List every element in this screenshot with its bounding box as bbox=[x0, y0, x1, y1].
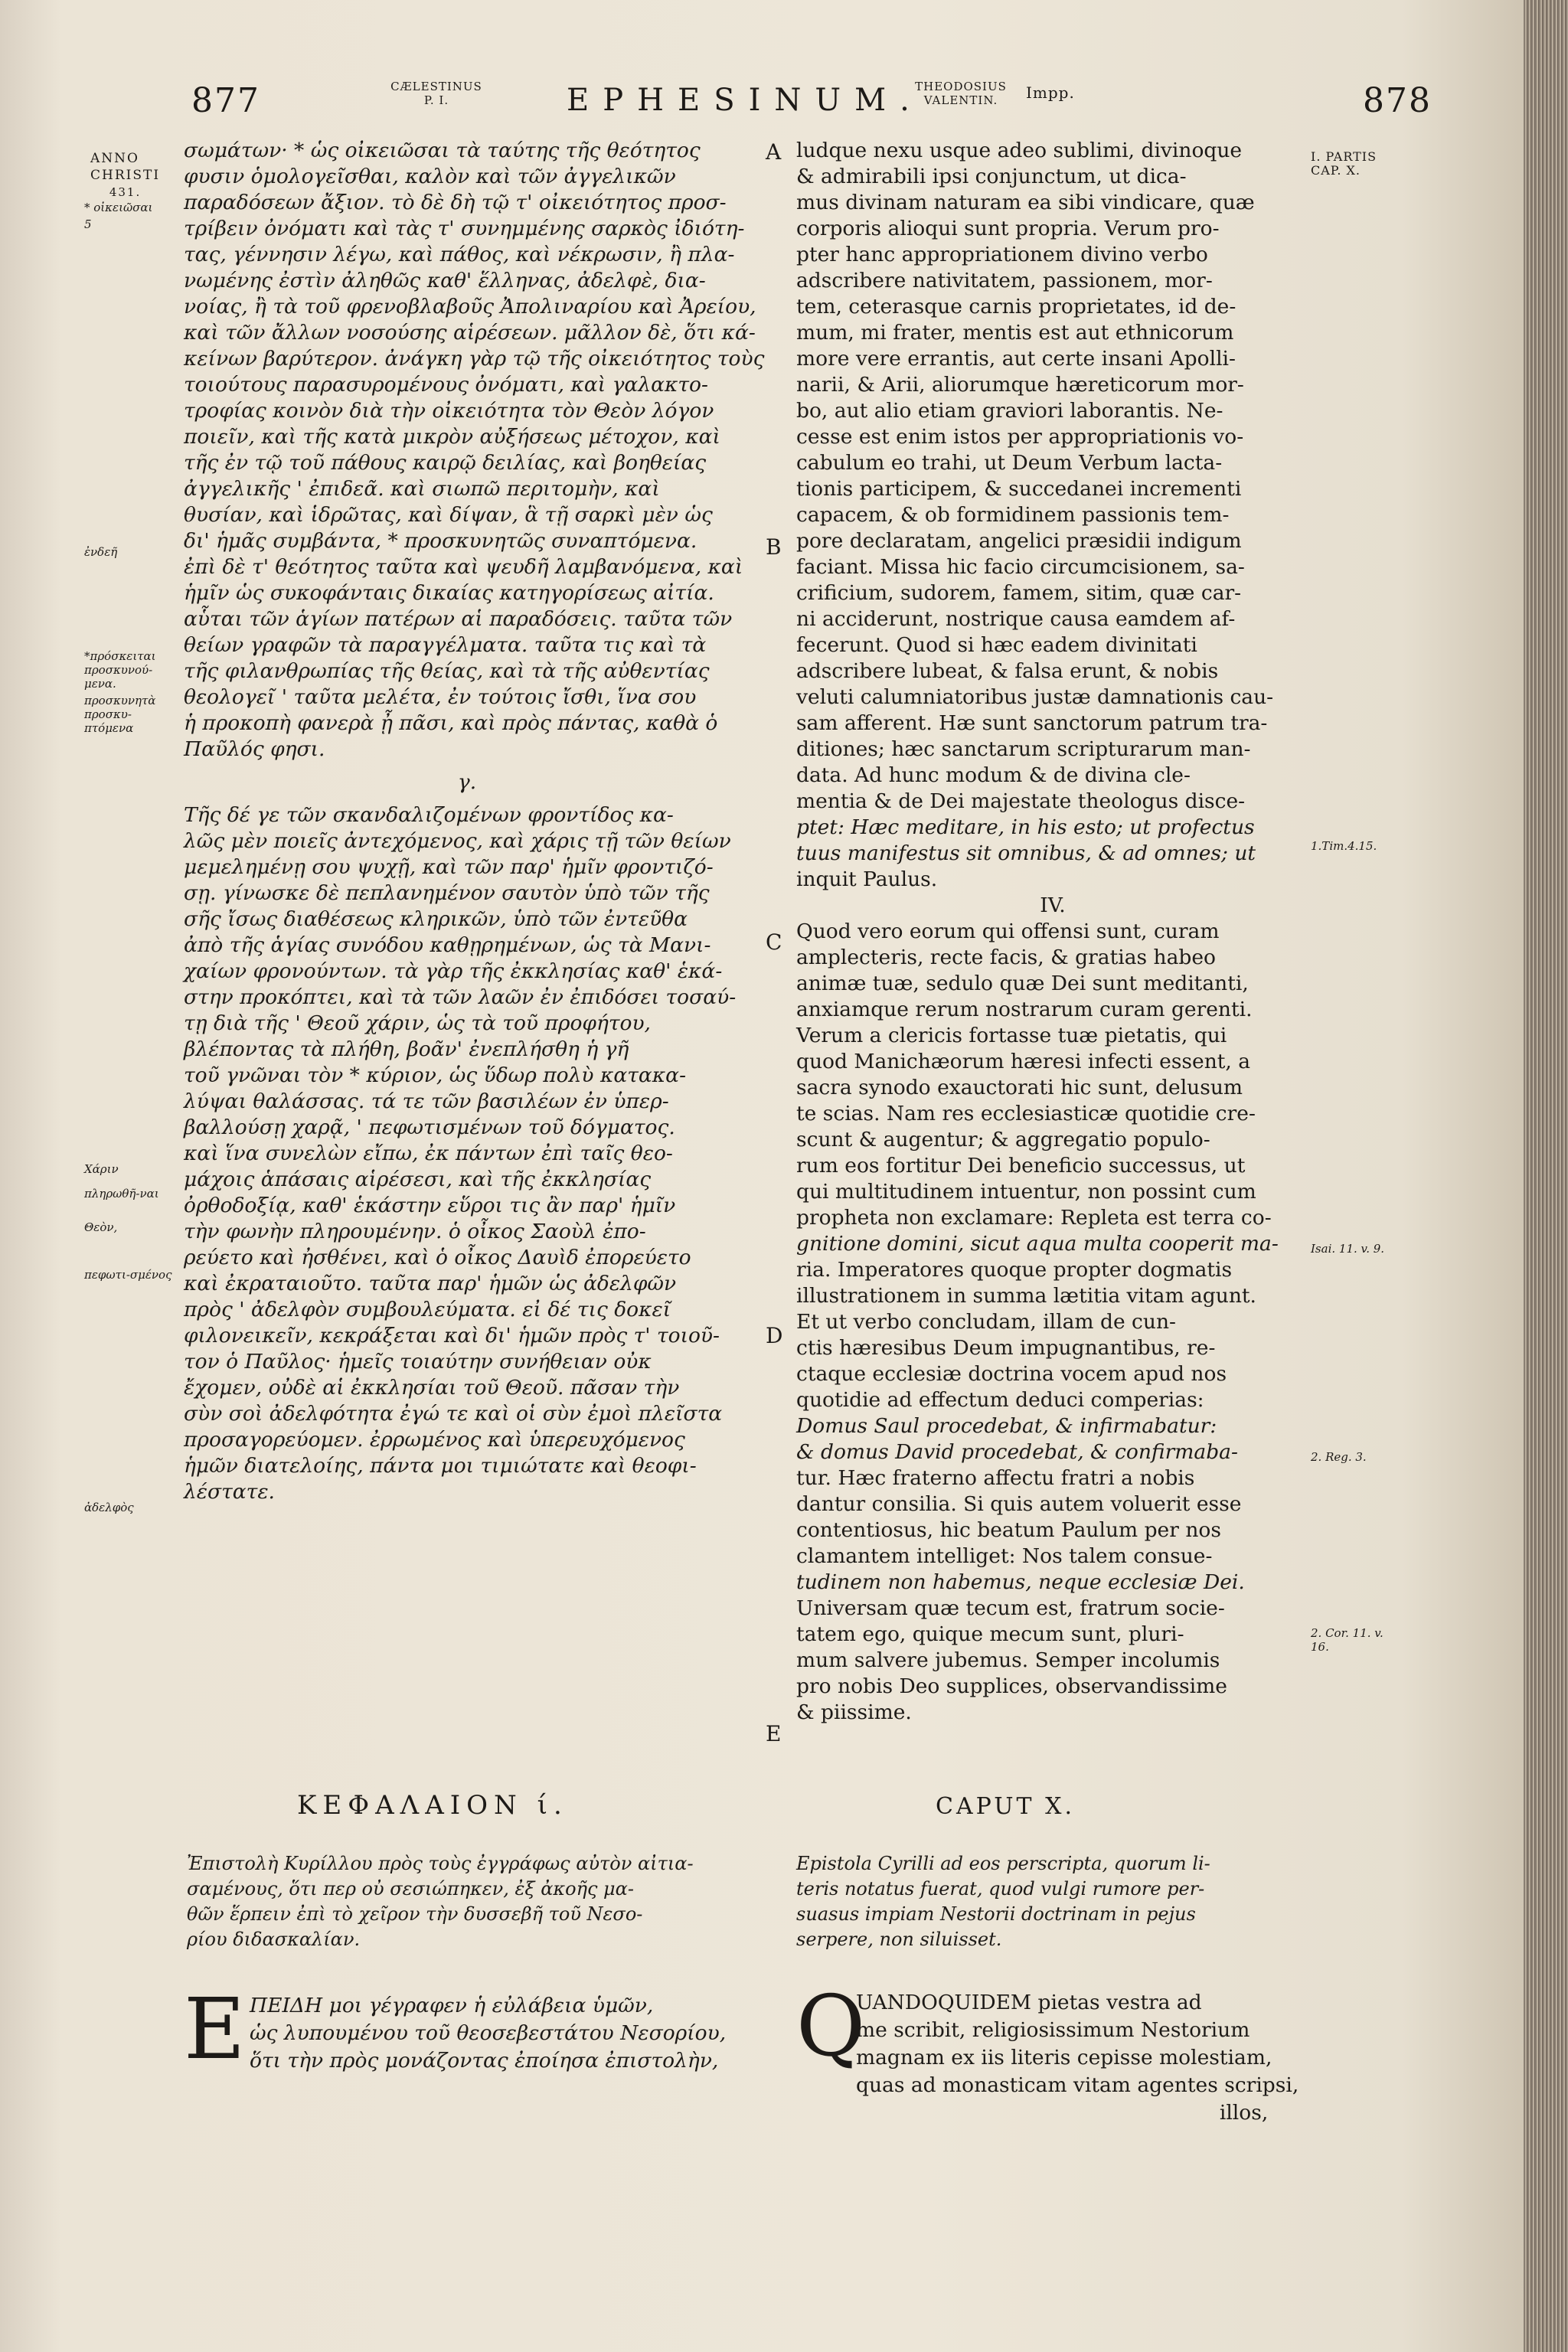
header-right-line2: VALENTIN. bbox=[923, 93, 998, 107]
text-line: σῃ. γίνωσκε δὲ πεπλανημένον σαυτὸν ὑπὸ τῶν τῆς bbox=[184, 881, 710, 905]
text-line: ΠΕΙΔΗ μοι γέγραφεν ἡ εὐλάβεια ὑμῶν, bbox=[250, 1994, 654, 2017]
margin-note: 2. Reg. 3. bbox=[1311, 1450, 1367, 1464]
page-edge bbox=[1524, 0, 1568, 2352]
margin-note: πεφωτι-σμένος bbox=[84, 1268, 172, 1282]
margin-note: προσκυνητὰ προσκυ-πτόμενα bbox=[84, 694, 156, 735]
header-left-label bbox=[383, 80, 490, 107]
section-marker: A bbox=[766, 139, 782, 165]
latin-part2 bbox=[796, 919, 1309, 1726]
text-line: ria. Imperatores quoque propter dogmatis bbox=[796, 1258, 1233, 1282]
margin-note: ἀδελφὸς bbox=[84, 1501, 134, 1514]
anno-label: ANNO bbox=[90, 151, 139, 166]
text-line: veluti calumniatoribus justæ damnationis cau- bbox=[796, 685, 1274, 709]
text-line: tatem ego, quique mecum sunt, pluri- bbox=[796, 1622, 1184, 1646]
text-line: Et ut verbo concludam, illam de cun- bbox=[796, 1310, 1176, 1334]
anno-christi bbox=[90, 150, 160, 201]
text-line: βλέποντας τὰ πλήθη, βοᾶν' ἐνεπλήσθη ἡ γῆ bbox=[184, 1037, 629, 1061]
text-line: χαίων φρονούντων. τὰ γὰρ τῆς ἐκκλησίας καθ' ἑκά- bbox=[184, 959, 723, 983]
text-line: narii, & Arii, aliorumque hæreticorum mor- bbox=[796, 373, 1244, 397]
text-line: ptet: Hæc meditare, in his esto; ut profectus bbox=[796, 815, 1255, 839]
text-line: capacem, & ob formidinem passionis tem- bbox=[796, 503, 1230, 527]
text-line: φιλονεικεῖν, κεκράξεται καὶ δι' ἡμῶν πρὸς τ' τοιοῦ- bbox=[184, 1324, 720, 1348]
right-page-number: 878 bbox=[1363, 81, 1432, 120]
text-line: pore declaratam, angelici præsidii indigum bbox=[796, 529, 1242, 553]
text-line: dantur consilia. Si quis autem voluerit esse bbox=[796, 1492, 1242, 1516]
text-line: serpere, non siluisset. bbox=[796, 1929, 1002, 1950]
text-line: ni acciderunt, nostrique causa eamdem af- bbox=[796, 607, 1236, 631]
header-left-line2: P. I. bbox=[423, 93, 449, 107]
text-line: mentia & de Dei majestate theologus disce- bbox=[796, 789, 1246, 813]
latin-drop-cap: Q bbox=[796, 1977, 866, 2075]
latin-column bbox=[796, 138, 1309, 1726]
text-line: ἀγγελικῆς ' ἐπιδεᾶ. καὶ σιωπῶ περιτομὴν, καὶ bbox=[184, 477, 660, 501]
margin-note: Χάριν bbox=[84, 1162, 119, 1176]
greek-part2 bbox=[184, 802, 750, 1505]
text-line: clamantem intelliget: Nos talem consue- bbox=[796, 1544, 1213, 1568]
header-right-suffix: Impp. bbox=[1026, 83, 1075, 102]
text-line: ἀπὸ τῆς ἁγίας συνόδου καθῃρημένων, ὡς τὰ Μανι- bbox=[184, 933, 711, 957]
left-page-number: 877 bbox=[191, 81, 260, 120]
text-line: θείων γραφῶν τὰ παραγγέλματα. ταῦτα τις καὶ τὰ bbox=[184, 633, 707, 657]
text-line: pro nobis Deo supplices, observandissime bbox=[796, 1674, 1227, 1698]
text-line: teris notatus fuerat, quod vulgi rumore per- bbox=[796, 1878, 1205, 1900]
margin-note: I. PARTIS CAP. X. bbox=[1311, 149, 1377, 178]
text-line: more vere errantis, aut certe insani Apolli- bbox=[796, 347, 1236, 371]
text-line: Domus Saul procedebat, & infirmabatur: bbox=[796, 1414, 1217, 1438]
text-line: faciant. Missa hic facio circumcisionem, sa- bbox=[796, 555, 1245, 579]
text-line: σῆς ἴσως διαθέσεως κληρικῶν, ὑπὸ τῶν ἐντεῦθα bbox=[184, 907, 688, 931]
text-line: sam afferent. Hæ sunt sanctorum patrum tra- bbox=[796, 711, 1268, 735]
text-line: UANDOQUIDEM pietas vestra ad bbox=[856, 1991, 1202, 2014]
text-line: scunt & augentur; & aggregatio populo- bbox=[796, 1128, 1210, 1152]
text-line: καὶ ἐκραταιοῦτο. ταῦτα παρ' ἡμῶν ὡς ἀδελφῶν bbox=[184, 1272, 677, 1295]
christi-label: CHRISTI bbox=[90, 168, 161, 183]
text-line: ctaque ecclesiæ doctrina vocem apud nos bbox=[796, 1362, 1227, 1386]
text-line: τὴν φωνὴν πληρουμένην. ὁ οἶκος Σαοὺλ ἐπο- bbox=[184, 1220, 646, 1243]
text-line: Universam quæ tecum est, fratrum socie- bbox=[796, 1596, 1225, 1620]
latin-opening-text bbox=[856, 1989, 1298, 2127]
text-line: ὡς λυπουμένου τοῦ θεοσεβεστάτου Νεσορίου, bbox=[250, 2021, 727, 2045]
text-line: qui multitudinem intuentur, non possint cum bbox=[796, 1180, 1256, 1204]
header-right-line1: THEODOSIUS bbox=[915, 80, 1007, 93]
text-line: tem, ceterasque carnis proprietates, id de- bbox=[796, 295, 1236, 318]
margin-note: πληρωθῆ-ναι bbox=[84, 1187, 159, 1200]
text-line: Παῦλός φησι. bbox=[184, 737, 325, 761]
header-right-label bbox=[903, 80, 1018, 107]
text-line: Verum a clericis fortasse tuæ pietatis, qui bbox=[796, 1024, 1227, 1047]
header-title: EPHESINUM. bbox=[567, 83, 923, 118]
text-line: ὅτι τὴν πρὸς μονάζοντας ἐποίησα ἐπιστολὴν, bbox=[250, 2049, 719, 2073]
text-line: me scribit, religiosissimum Nestorium bbox=[856, 2018, 1250, 2042]
text-line: quotidie ad effectum deduci comperias: bbox=[796, 1388, 1204, 1412]
text-line: στην προκόπτει, καὶ τὰ τῶν λαῶν ἐν ἐπιδόσει τοσαύ- bbox=[184, 985, 737, 1009]
text-line: Quod vero eorum qui offensi sunt, curam bbox=[796, 920, 1220, 943]
text-line: τοῦ γνῶναι τὸν * κύριον, ὡς ὕδωρ πολὺ κατακα- bbox=[184, 1063, 687, 1087]
text-line: ἔχομεν, οὐδὲ αἱ ἐκκλησίαι τοῦ Θεοῦ. πᾶσαν τὴν bbox=[184, 1376, 680, 1400]
text-line: ditiones; hæc sanctarum scripturarum man- bbox=[796, 737, 1251, 761]
section-marker: E bbox=[766, 1721, 782, 1746]
section-number: γ. bbox=[457, 770, 477, 794]
text-line: σαμένους, ὅτι περ οὐ σεσιώπηκεν, ἐξ ἀκοῆς μα- bbox=[187, 1878, 634, 1900]
margin-note: Isai. 11. v. 9. bbox=[1311, 1242, 1385, 1256]
margin-note: ἐνδεῆ bbox=[84, 545, 118, 559]
text-line: ρίου διδασκαλίαν. bbox=[187, 1929, 361, 1950]
text-line: corporis alioqui sunt propria. Verum pro- bbox=[796, 217, 1220, 240]
text-line: θεολογεῖ ' ταῦτα μελέτα, ἐν τούτοις ἴσθι, ἵνα σου bbox=[184, 685, 697, 709]
text-line: te scias. Nam res ecclesiasticæ quotidie cre- bbox=[796, 1102, 1256, 1125]
text-line: δι' ἡμᾶς συμβάντα, * προσκυνητῶς συναπτόμενα. bbox=[184, 529, 697, 553]
text-line: τρίβειν ὀνόματι καὶ τὰς τ' συνημμένης σαρκὸς ἰδιότη- bbox=[184, 217, 745, 240]
text-line: τοιούτους παρασυρομένους ὀνόματι, καὶ γαλακτο- bbox=[184, 373, 708, 397]
text-line: cabulum eo trahi, ut Deum Verbum lacta- bbox=[796, 451, 1223, 475]
text-line: sacra synodo exauctorati hic sunt, delusum bbox=[796, 1076, 1243, 1099]
greek-opening-text bbox=[250, 1992, 726, 2075]
catchword: illos, bbox=[1219, 2101, 1269, 2125]
text-line: gnitione domini, sicut aqua multa cooperit ma- bbox=[796, 1232, 1279, 1256]
text-line: quod Manichæorum hæresi infecti essent, a bbox=[796, 1050, 1251, 1073]
text-line: rum eos fortitur Dei beneficio successus, ut bbox=[796, 1154, 1246, 1178]
text-line: νοίας, ἢ τὰ τοῦ φρενοβλαβοῦς Ἀπολιναρίου καὶ Ἀρείου, bbox=[184, 295, 756, 318]
text-line: tionis participem, & succedanei incrementi bbox=[796, 477, 1242, 501]
text-line: amplecteris, recte facis, & gratias habeo bbox=[796, 946, 1216, 969]
text-line: θυσίαν, καὶ ἱδρῶτας, καὶ δίψαν, ἃ τῇ σαρκὶ μὲν ὡς bbox=[184, 503, 713, 527]
text-line: προσαγορεύομεν. ἐρρωμένος καὶ ὑπερευχόμενος bbox=[184, 1428, 685, 1452]
text-line: ποιεῖν, καὶ τῆς κατὰ μικρὸν αὐξήσεως μέτοχον, καὶ bbox=[184, 425, 720, 449]
text-line: magnam ex iis literis cepisse molestiam, bbox=[856, 2046, 1272, 2069]
text-line: λέστατε. bbox=[184, 1480, 275, 1504]
margin-note: * οἰκειῶσαι bbox=[84, 201, 153, 214]
text-line: ρεύετο καὶ ἠσθένει, καὶ ὁ οἶκος Δαυὶδ ἐπορεύετο bbox=[184, 1246, 691, 1269]
text-line: αὗται τῶν ἁγίων πατέρων αἱ παραδόσεις. ταῦτα τῶν bbox=[184, 607, 733, 631]
text-line: cesse est enim istos per appropriationis vo- bbox=[796, 425, 1244, 449]
text-line: & domus David procedebat, & confirmaba- bbox=[796, 1440, 1238, 1464]
text-line: κείνων βαρύτερον. ἀνάγκη γὰρ τῷ τῆς οἰκειότητος τοὺς bbox=[184, 347, 765, 371]
text-line: suasus impiam Nestorii doctrinam in pejus bbox=[796, 1903, 1196, 1925]
section-number: IV. bbox=[1040, 893, 1066, 917]
text-line: ὀρθοδοξίᾳ, καθ' ἑκάστην εὕροι τις ἂν παρ' ἡμῖν bbox=[184, 1194, 676, 1217]
text-line: data. Ad hunc modum & de divina cle- bbox=[796, 763, 1191, 787]
text-line: adscribere nativitatem, passionem, mor- bbox=[796, 269, 1213, 292]
year-label: 431. bbox=[109, 185, 142, 199]
text-line: bo, aut alio etiam graviori laborantis. Ne- bbox=[796, 399, 1223, 423]
section-marker: B bbox=[766, 534, 782, 560]
text-line: πρὸς ' ἀδελφὸν συμβουλεύματα. εἰ δέ τις δοκεῖ bbox=[184, 1298, 671, 1321]
greek-drop-cap: Ε bbox=[184, 1980, 246, 2078]
text-line: μάχοις ἁπάσαις αἱρέσεσι, καὶ τῆς ἐκκλησίας bbox=[184, 1168, 652, 1191]
header-left-line1: CÆLESTINUS bbox=[390, 80, 482, 93]
text-line: βαλλούσῃ χαρᾷ, ' πεφωτισμένων τοῦ δόγματος. bbox=[184, 1116, 675, 1139]
margin-note: 5 bbox=[84, 217, 92, 231]
text-line: Epistola Cyrilli ad eos perscripta, quorum li- bbox=[796, 1853, 1210, 1874]
running-header bbox=[184, 77, 1432, 130]
text-line: inquit Paulus. bbox=[796, 867, 938, 891]
text-line: tuus manifestus sit omnibus, & ad omnes; ut bbox=[796, 841, 1256, 865]
text-line: τον ὁ Παῦλος· ἡμεῖς τοιαύτην συνήθειαν οὐκ bbox=[184, 1350, 652, 1374]
text-line: & admirabili ipsi conjunctum, ut dica- bbox=[796, 165, 1187, 188]
text-line: & piissime. bbox=[796, 1700, 912, 1724]
text-line: θῶν ἕρπειν ἐπὶ τὸ χεῖρον τὴν δυσσεβῆ τοῦ Νεσο- bbox=[187, 1903, 643, 1925]
text-line: ludque nexu usque adeo sublimi, divinoque bbox=[796, 139, 1243, 162]
latin-chapter-summary bbox=[796, 1851, 1210, 1952]
greek-chapter-summary bbox=[187, 1851, 694, 1952]
text-line: animæ tuæ, sedulo quæ Dei sunt meditanti, bbox=[796, 972, 1249, 995]
margin-note: *πρόσκειται προσκυνού-μενα. bbox=[84, 649, 156, 691]
text-line: σὺν σοὶ ἀδελφότητα ἐγώ τε καὶ οἱ σὺν ἐμοὶ πλεῖστα bbox=[184, 1402, 723, 1426]
text-line: anxiamque rerum nostrarum curam gerenti. bbox=[796, 998, 1253, 1021]
margin-note: Θεὸν, bbox=[84, 1220, 118, 1234]
text-line: ctis hæresibus Deum impugnantibus, re- bbox=[796, 1336, 1216, 1360]
text-line: τῃ διὰ τῆς ' Θεοῦ χάριν, ὡς τὰ τοῦ προφήτου, bbox=[184, 1011, 651, 1035]
text-line: παραδόσεων ἄξιον. τὸ δὲ δὴ τῷ τ' οἰκειότητος προσ- bbox=[184, 191, 727, 214]
text-line: Ἐπιστολὴ Κυρίλλου πρὸς τοὺς ἐγγράφως αὐτὸν αἰτια- bbox=[187, 1853, 694, 1874]
text-line: quas ad monasticam vitam agentes scripsi, bbox=[856, 2073, 1299, 2097]
text-line: adscribere lubeat, & falsa erunt, & nobis bbox=[796, 659, 1219, 683]
text-line: mum, mi frater, mentis est aut ethnicorum bbox=[796, 321, 1234, 345]
text-line: ἡμῖν ὡς συκοφάνταις δικαίας κατηγορίσεως αἰτία. bbox=[184, 581, 714, 605]
text-line: Τῆς δέ γε τῶν σκανδαλιζομένων φροντίδος κα- bbox=[184, 803, 674, 827]
greek-column bbox=[184, 138, 765, 1505]
text-line: illustrationem in summa lætitia vitam agunt. bbox=[796, 1284, 1256, 1308]
margin-note: 1.Tim.4.15. bbox=[1311, 839, 1377, 853]
section-marker: D bbox=[766, 1323, 783, 1348]
text-line: τῆς φιλανθρωπίας τῆς θείας, καὶ τὰ τῆς αὐθεντίας bbox=[184, 659, 710, 683]
greek-chapter-heading: ΚΕΦΑΛΑΙΟΝ ί. bbox=[297, 1790, 568, 1821]
text-line: contentiosus, hic beatum Paulum per nos bbox=[796, 1518, 1221, 1542]
text-line: crificium, sudorem, famem, sitim, quæ car- bbox=[796, 581, 1242, 605]
margin-note: 2. Cor. 11. v. 16. bbox=[1311, 1626, 1383, 1654]
text-line: καὶ τῶν ἄλλων νοσούσης αἱρέσεων. μᾶλλον δὲ, ὅτι κά- bbox=[184, 321, 756, 345]
text-line: σωμάτων· * ὡς οἰκειῶσαι τὰ ταύτης τῆς θεότητος bbox=[184, 139, 701, 162]
latin-part1 bbox=[796, 138, 1309, 893]
section-marker: C bbox=[766, 929, 782, 955]
text-line: mus divinam naturam ea sibi vindicare, quæ bbox=[796, 191, 1255, 214]
text-line: tudinem non habemus, neque ecclesiæ Dei. bbox=[796, 1570, 1245, 1594]
text-line: λῶς μὲν ποιεῖς ἀντεχόμενος, καὶ χάρις τῇ τῶν θείων bbox=[184, 829, 731, 853]
text-line: λύψαι θαλάσσας. τά τε τῶν βασιλέων ἐν ὑπερ- bbox=[184, 1089, 669, 1113]
latin-chapter-heading: CAPUT X. bbox=[936, 1793, 1075, 1820]
text-line: μεμελημένῃ σου ψυχῇ, καὶ τῶν παρ' ἡμῖν φροντιζό- bbox=[184, 855, 714, 879]
text-line: mum salvere jubemus. Semper incolumis bbox=[796, 1648, 1220, 1672]
text-line: νωμένης ἐστὶν ἀληθῶς καθ' ἕλληνας, ἀδελφὲ, δια- bbox=[184, 269, 706, 292]
text-line: τας, γέννησιν λέγω, καὶ πάθος, καὶ νέκρωσιν, ἢ πλα- bbox=[184, 243, 735, 266]
text-line: propheta non exclamare: Repleta est terra co- bbox=[796, 1206, 1272, 1230]
text-line: φυσιν ὁμολογεῖσθαι, καλὸν καὶ τῶν ἀγγελικῶν bbox=[184, 165, 676, 188]
text-line: τροφίας κοινὸν διὰ τὴν οἰκειότητα τὸν Θεὸν λόγον bbox=[184, 399, 714, 423]
text-line: tur. Hæc fraterno affectu fratri a nobis bbox=[796, 1466, 1195, 1490]
text-line: καὶ ἵνα συνελὼν εἴπω, ἐκ πάντων ἐπὶ ταῖς θεο- bbox=[184, 1142, 673, 1165]
greek-part1 bbox=[184, 138, 765, 763]
text-line: τῆς ἐν τῷ τοῦ πάθους καιρῷ δειλίας, καὶ βοηθείας bbox=[184, 451, 707, 475]
text-line: ἡ προκοπὴ φανερὰ ᾖ πᾶσι, καὶ πρὸς πάντας, καθὰ ὁ bbox=[184, 711, 718, 735]
text-line: ἐπὶ δὲ τ' θεότητος ταῦτα καὶ ψευδῆ λαμβανόμενα, καὶ bbox=[184, 555, 743, 579]
text-line: ἡμῶν διατελοίης, πάντα μοι τιμιώτατε καὶ θεοφι- bbox=[184, 1454, 697, 1478]
text-line: pter hanc appropriationem divino verbo bbox=[796, 243, 1208, 266]
text-line: fecerunt. Quod si hæc eadem divinitati bbox=[796, 633, 1197, 657]
